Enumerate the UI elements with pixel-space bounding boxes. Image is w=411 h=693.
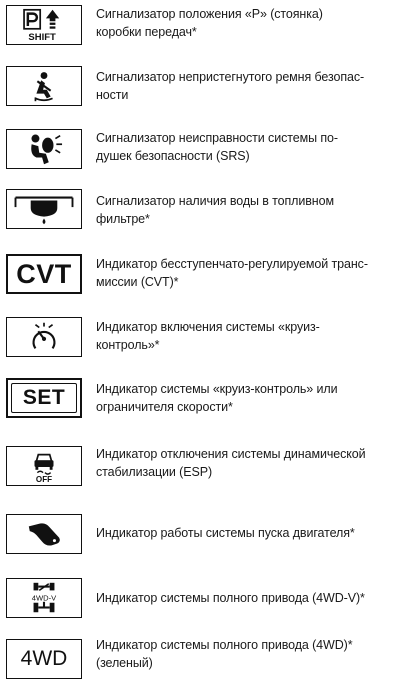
p-shift-icon <box>6 5 82 45</box>
seatbelt-icon <box>6 66 82 106</box>
indicator-row-seatbelt <box>0 62 411 122</box>
indicator-row-esp-off <box>0 440 411 500</box>
indicator-row-p-shift <box>0 0 411 60</box>
engine-start-icon <box>6 514 82 554</box>
shift-icon-text: SHIFT <box>28 32 56 44</box>
set-icon-text: SET <box>22 386 66 409</box>
indicator-label: Индикатор системы «круиз-контроль» или ограничителя скорости* <box>96 382 338 414</box>
airbag-icon <box>6 129 82 169</box>
indicator-row-engine-start <box>0 512 411 572</box>
indicator-label: Сигнализатор непристегнутого ремня безопас- ности <box>96 70 365 102</box>
cvt-icon-text: CVT <box>16 258 72 289</box>
indicator-label: Сигнализатор наличия воды в топливном фильтре* <box>96 194 334 226</box>
indicator-label: Индикатор системы полного привода (4WD-V)* <box>96 591 365 605</box>
indicator-label: Индикатор отключения системы динамической стабилизации (ESP) <box>96 447 366 479</box>
indicator-label: Индикатор работы системы пуска двигателя* <box>96 526 355 540</box>
indicator-row-4wd <box>0 633 411 693</box>
indicator-label: Индикатор включения системы «круиз- контроль»* <box>96 320 320 352</box>
indicator-row-4wd-v <box>0 575 411 635</box>
4wd-icon <box>6 639 82 679</box>
indicator-row-airbag <box>0 124 411 184</box>
indicator-row-cruise-control <box>0 312 411 372</box>
indicator-row-set <box>0 375 411 435</box>
water-in-fuel-icon <box>6 189 82 229</box>
indicator-row-water-in-fuel <box>0 187 411 247</box>
set-icon <box>6 378 82 418</box>
indicator-label: Сигнализатор неисправности системы по- душек безопасности (SRS) <box>96 131 338 163</box>
indicator-label: Сигнализатор положения «P» (стоянка) коробки передач* <box>96 7 323 39</box>
4wd-icon-text: 4WD <box>20 647 68 670</box>
4wd-v-icon <box>6 578 82 618</box>
indicator-row-cvt <box>0 250 411 310</box>
4wd-v-icon-text: 4WD-V <box>31 593 57 603</box>
cvt-icon <box>6 254 82 294</box>
cruise-control-icon <box>6 317 82 357</box>
esp-off-icon-text: OFF <box>35 475 53 485</box>
esp-off-icon <box>6 446 82 486</box>
indicator-label: Индикатор системы полного привода (4WD)* (зеленый) <box>96 638 353 670</box>
indicator-label: Индикатор бесступенчато-регулируемой транс- миссии (CVT)* <box>96 257 368 289</box>
